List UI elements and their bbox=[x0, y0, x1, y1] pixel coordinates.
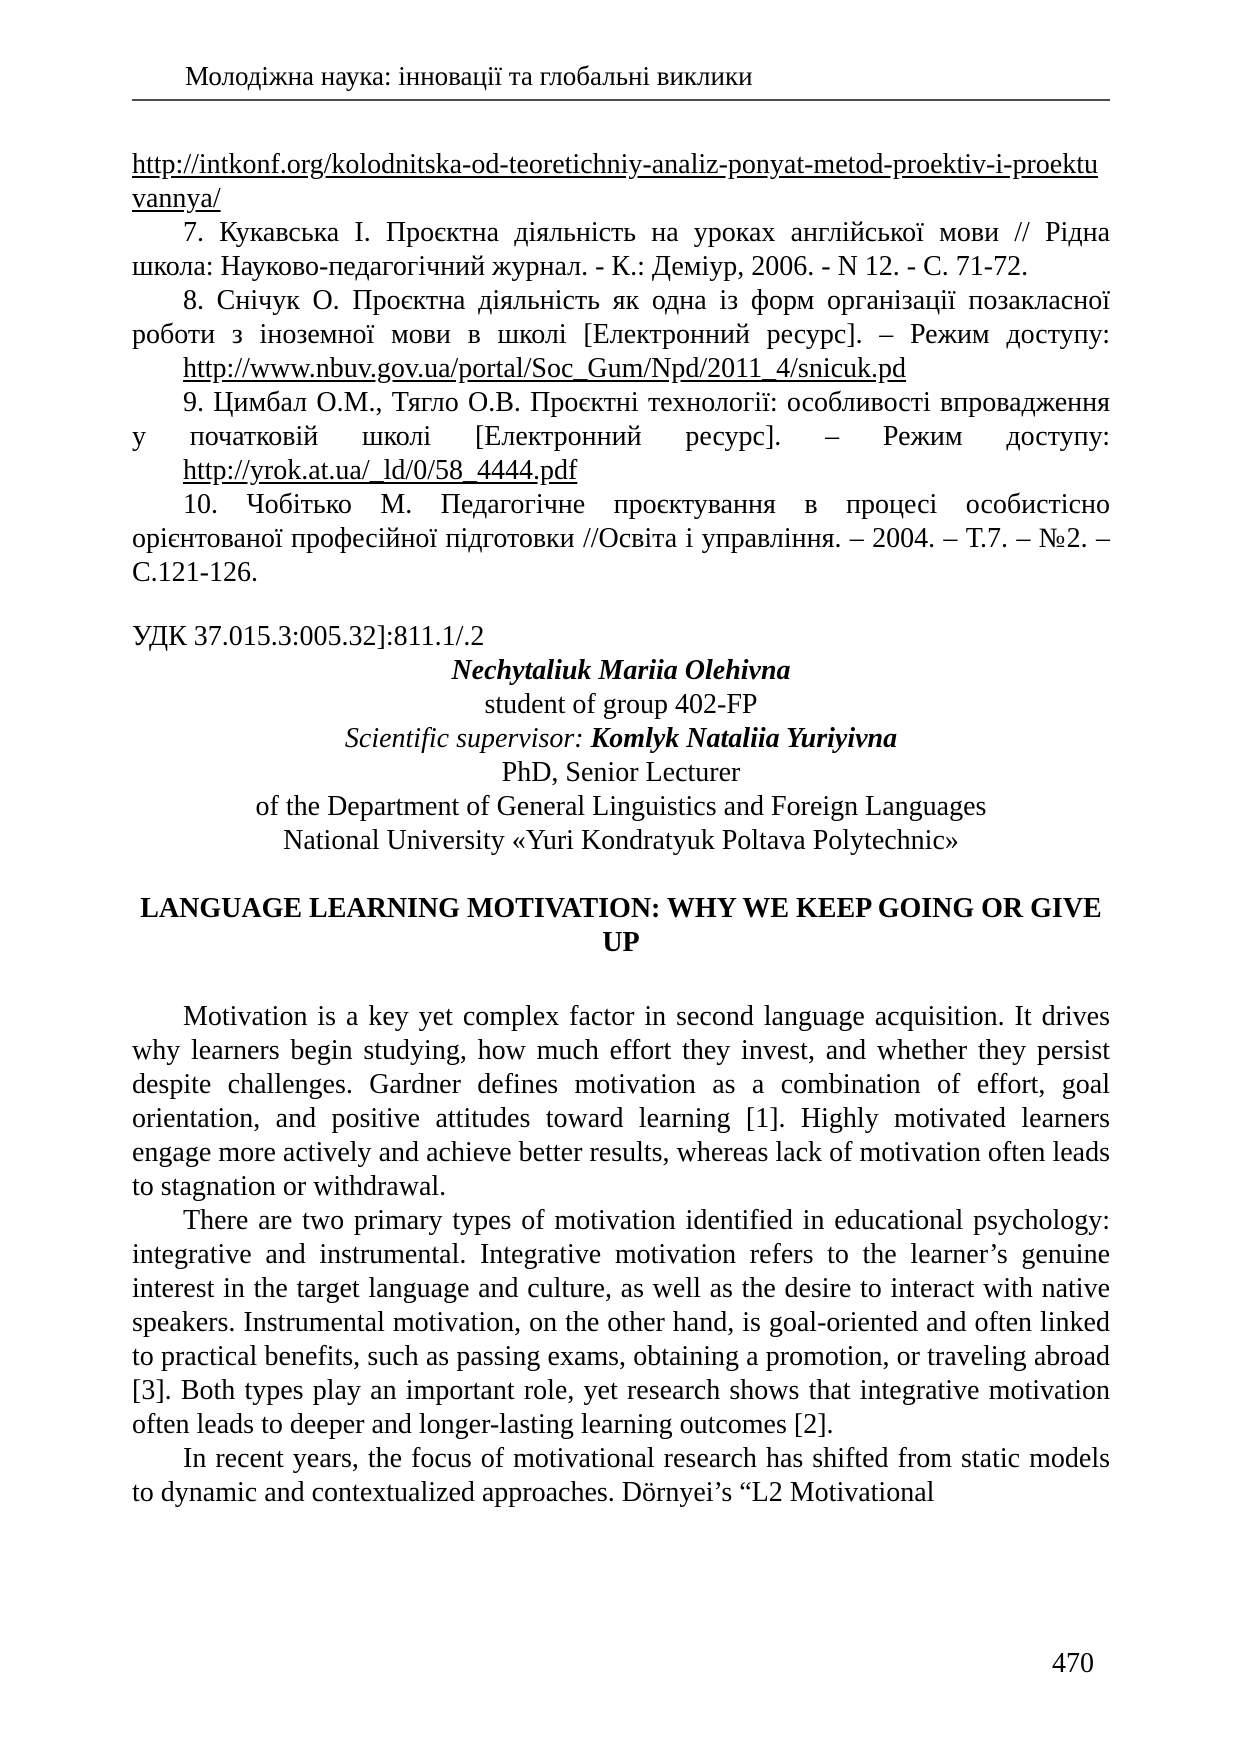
reference-item-9 bbox=[132, 386, 1110, 488]
reference-7-text: 7. Кукавська І. Проєктна діяльність на уроках англійської мови // Рідна школа: Науково-педагогічний журнал. - К.: Деміур, 2006. - N 12. - С. 71-72. bbox=[132, 217, 1110, 282]
reference-url-continuation bbox=[132, 148, 1110, 216]
reference-10-text: 10. Чобітько М. Педагогічне проєктування в процесі особистісно орієнтованої професійної підготовки //Освіта і управління. – 2004. – Т.7. – №2. – С.121-126. bbox=[132, 489, 1110, 588]
university-line: National University «Yuri Kondratyuk Poltava Polytechnic» bbox=[283, 825, 959, 856]
reference-item-10 bbox=[132, 488, 1110, 590]
paragraph-motivation-types: There are two primary types of motivation identified in educational psychology: integrative and instrumental. Integrative motivation refers to the learner’s genuine interest in the target language and culture, as well as the desire to interact with native speakers. Instrumental motivation, on the other hand, is goal-oriented and often linked to practical benefits, such as passing exams, obtaining a promotion, or traveling abroad [3]. Both types play an important role, yet research shows that integrative motivation often leads to deeper and longer-lasting learning outcomes [2]. bbox=[132, 1205, 1110, 1440]
department-line: of the Department of General Linguistics and Foreign Languages bbox=[255, 791, 987, 822]
article-title: LANGUAGE LEARNING MOTIVATION: WHY WE KEEP GOING OR GIVE UP bbox=[140, 893, 1102, 958]
udc-code: УДК 37.015.3:005.32]:811.1/.2 bbox=[132, 621, 485, 652]
paragraph-motivation-intro: Motivation is a key yet complex factor in second language acquisition. It drives why learners begin studying, how much effort they invest, and whether they persist despite challenges. Gardner defines motivation as a combination of effort, goal orientation, and positive attitudes toward learning [1]. Highly motivated learners engage more actively and achieve better results, whereas lack of motivation often leads to stagnation or withdrawal. bbox=[132, 1001, 1110, 1202]
paragraph-recent-research: In recent years, the focus of motivational research has shifted from static models to dynamic and contextualized approaches. Dörnyei’s “L2 Motivational bbox=[132, 1443, 1110, 1508]
supervisor-name: Komlyk Nataliia Yuriyivna bbox=[590, 723, 898, 754]
reference-9-url-link[interactable]: http://yrok.at.ua/_ld/0/58_4444.pdf bbox=[183, 455, 578, 486]
supervisor-degree: PhD, Senior Lecturer bbox=[501, 757, 741, 788]
reference-6-url-link[interactable]: http://intkonf.org/kolodnitska-od-teoretichniy-analiz-ponyat-metod-proektiv-i-proektuvannya/ bbox=[132, 149, 1099, 214]
reference-item-7 bbox=[132, 216, 1110, 284]
supervisor-label: Scientific supervisor: bbox=[344, 723, 591, 754]
page-content bbox=[132, 148, 1110, 1510]
reference-8-url-link[interactable]: http://www.nbuv.gov.ua/portal/Soc_Gum/Npd/2011_4/snicuk.pd bbox=[183, 353, 907, 384]
author-block bbox=[132, 654, 1110, 858]
supervisor-line bbox=[132, 722, 1110, 756]
running-header-text: Молодіжна наука: інновації та глобальні виклики bbox=[185, 61, 753, 91]
running-header bbox=[132, 60, 1110, 101]
page-number: 470 bbox=[1052, 1648, 1094, 1679]
author-role: student of group 402-FP bbox=[484, 689, 758, 720]
reference-8-text: 8. Снічук О. Проєктна діяльність як одна із форм організації позакласної роботи з іноземної мови в школі [Електронний ресурс]. – Режим доступу: bbox=[132, 285, 1110, 350]
reference-9-text: 9. Цимбал О.М., Тягло О.В. Проєктні технології: особливості впровадження у початковій школі [Електронний ресурс]. – Режим доступу: bbox=[132, 387, 1110, 452]
author-name: Nechytaliuk Mariia Olehivna bbox=[451, 655, 791, 686]
reference-item-8 bbox=[132, 284, 1110, 386]
